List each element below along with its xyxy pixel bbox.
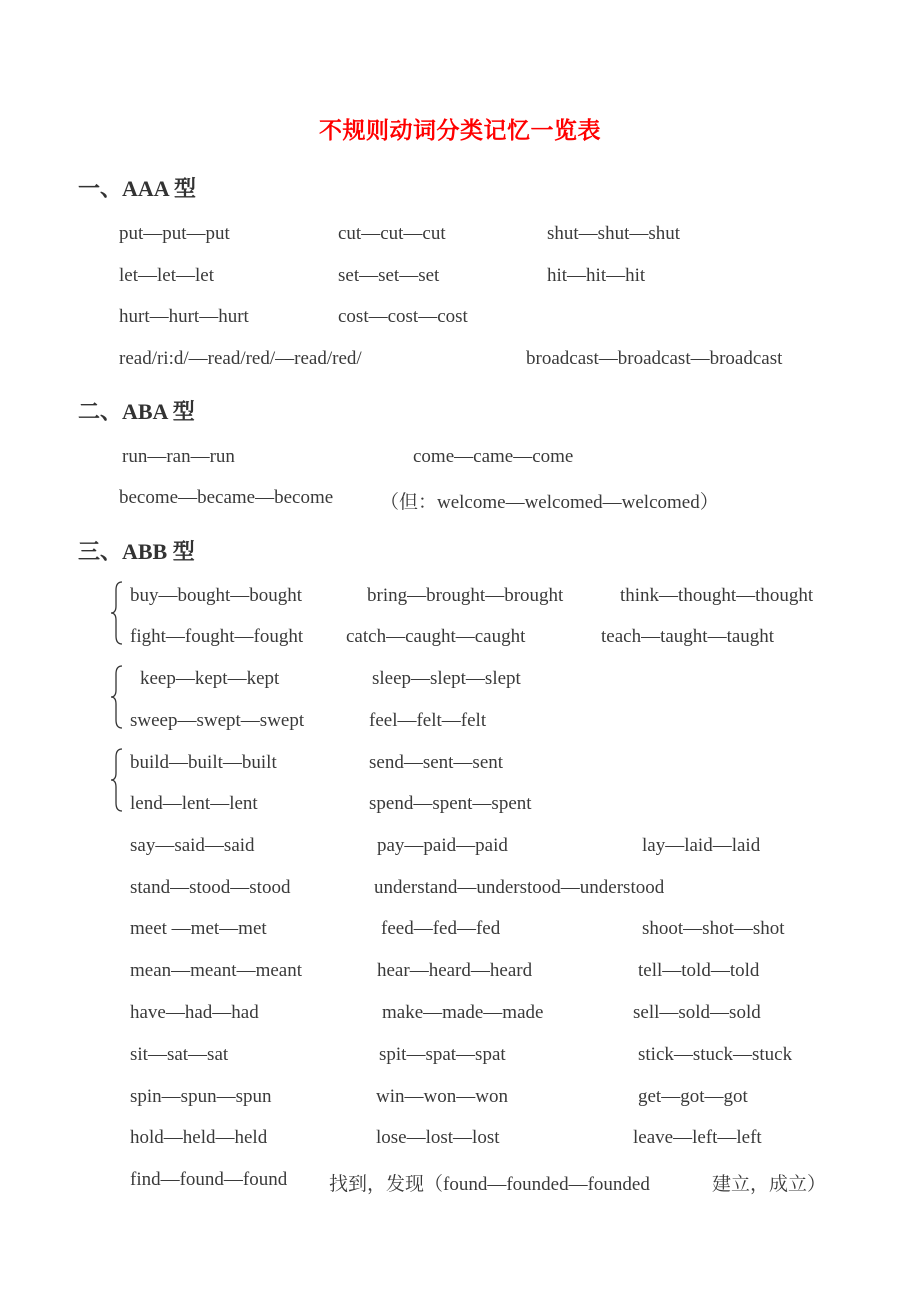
verb-entry: run—ran—run xyxy=(122,446,235,467)
verb-entry: say—said—said xyxy=(130,835,255,856)
verb-row xyxy=(0,877,920,905)
verb-entry: tell—told—told xyxy=(638,960,760,981)
verb-row xyxy=(0,585,920,613)
verb-entry: put—put—put xyxy=(119,223,230,244)
verb-entry: read/ri:d/—read/red/—read/red/ xyxy=(119,348,362,369)
verb-note: 找到，发现（found—founded—founded xyxy=(329,1174,650,1195)
verb-entry: sit—sat—sat xyxy=(130,1044,229,1065)
verb-entry: lend—lent—lent xyxy=(130,793,258,814)
verb-entry: sleep—slept—slept xyxy=(372,668,521,689)
verb-entry: teach—taught—taught xyxy=(601,626,775,647)
verb-entry: hold—held—held xyxy=(130,1127,268,1148)
section-heading-abb: 三、ABB 型 xyxy=(78,539,195,564)
verb-entry: make—made—made xyxy=(382,1002,544,1023)
verb-entry: shoot—shot—shot xyxy=(642,918,785,939)
verb-entry: feel—felt—felt xyxy=(369,710,487,731)
verb-row xyxy=(0,1044,920,1072)
verb-row xyxy=(0,1086,920,1114)
verb-entry: spin—spun—spun xyxy=(130,1086,272,1107)
verb-entry: hear—heard—heard xyxy=(377,960,533,981)
verb-entry: stand—stood—stood xyxy=(130,877,291,898)
verb-entry: lay—laid—laid xyxy=(642,835,761,856)
verb-row xyxy=(0,348,920,376)
verb-row xyxy=(0,1127,920,1155)
verb-entry: understand—understood—understood xyxy=(374,877,665,898)
verb-entry: catch—caught—caught xyxy=(346,626,526,647)
verb-entry: sell—sold—sold xyxy=(633,1002,761,1023)
verb-row xyxy=(0,265,920,293)
verb-entry: leave—left—left xyxy=(633,1127,762,1148)
verb-entry: become—became—become xyxy=(119,487,334,508)
verb-entry: feed—fed—fed xyxy=(381,918,501,939)
verb-row xyxy=(0,752,920,780)
verb-entry: spit—spat—spat xyxy=(379,1044,506,1065)
verb-note: 建立，成立） xyxy=(712,1174,827,1195)
verb-entry: cut—cut—cut xyxy=(338,223,446,244)
verb-entry: stick—stuck—stuck xyxy=(638,1044,793,1065)
verb-entry: let—let—let xyxy=(119,265,214,286)
verb-entry: sweep—swept—swept xyxy=(130,710,305,731)
verb-row xyxy=(0,668,920,696)
verb-row xyxy=(0,223,920,251)
verb-row xyxy=(0,918,920,946)
verb-entry: win—won—won xyxy=(376,1086,508,1107)
verb-row xyxy=(0,446,920,474)
verb-row xyxy=(0,960,920,988)
verb-row xyxy=(0,710,920,738)
section-heading-aba: 二、ABA 型 xyxy=(78,399,195,424)
verb-entry: buy—bought—bought xyxy=(130,585,303,606)
verb-row xyxy=(0,1169,920,1197)
verb-entry: mean—meant—meant xyxy=(130,960,302,981)
verb-entry: set—set—set xyxy=(338,265,440,286)
verb-entry: lose—lost—lost xyxy=(376,1127,500,1148)
verb-entry: meet —met—met xyxy=(130,918,267,939)
verb-row xyxy=(0,1002,920,1030)
verb-entry: broadcast—broadcast—broadcast xyxy=(526,348,783,369)
section-heading-aaa: 一、AAA 型 xyxy=(78,176,196,201)
verb-entry: spend—spent—spent xyxy=(369,793,532,814)
verb-entry: think—thought—thought xyxy=(620,585,814,606)
verb-entry: build—built—built xyxy=(130,752,277,773)
verb-entry: shut—shut—shut xyxy=(547,223,681,244)
verb-entry: hurt—hurt—hurt xyxy=(119,306,249,327)
verb-entry: send—sent—sent xyxy=(369,752,504,773)
verb-entry: cost—cost—cost xyxy=(338,306,468,327)
verb-row xyxy=(0,626,920,654)
verb-row xyxy=(0,835,920,863)
verb-entry: hit—hit—hit xyxy=(547,265,646,286)
verb-row xyxy=(0,793,920,821)
verb-entry: keep—kept—kept xyxy=(140,668,280,689)
verb-entry: bring—brought—brought xyxy=(367,585,564,606)
verb-row xyxy=(0,306,920,334)
verb-note: （但：welcome—welcomed—welcomed） xyxy=(380,492,719,513)
verb-entry: find—found—found xyxy=(130,1169,288,1190)
verb-row xyxy=(0,487,920,515)
verb-entry: pay—paid—paid xyxy=(377,835,508,856)
verb-entry: have—had—had xyxy=(130,1002,259,1023)
page-title: 不规则动词分类记忆一览表 xyxy=(319,118,601,143)
verb-entry: get—got—got xyxy=(638,1086,748,1107)
verb-entry: fight—fought—fought xyxy=(130,626,304,647)
verb-entry: come—came—come xyxy=(413,446,574,467)
